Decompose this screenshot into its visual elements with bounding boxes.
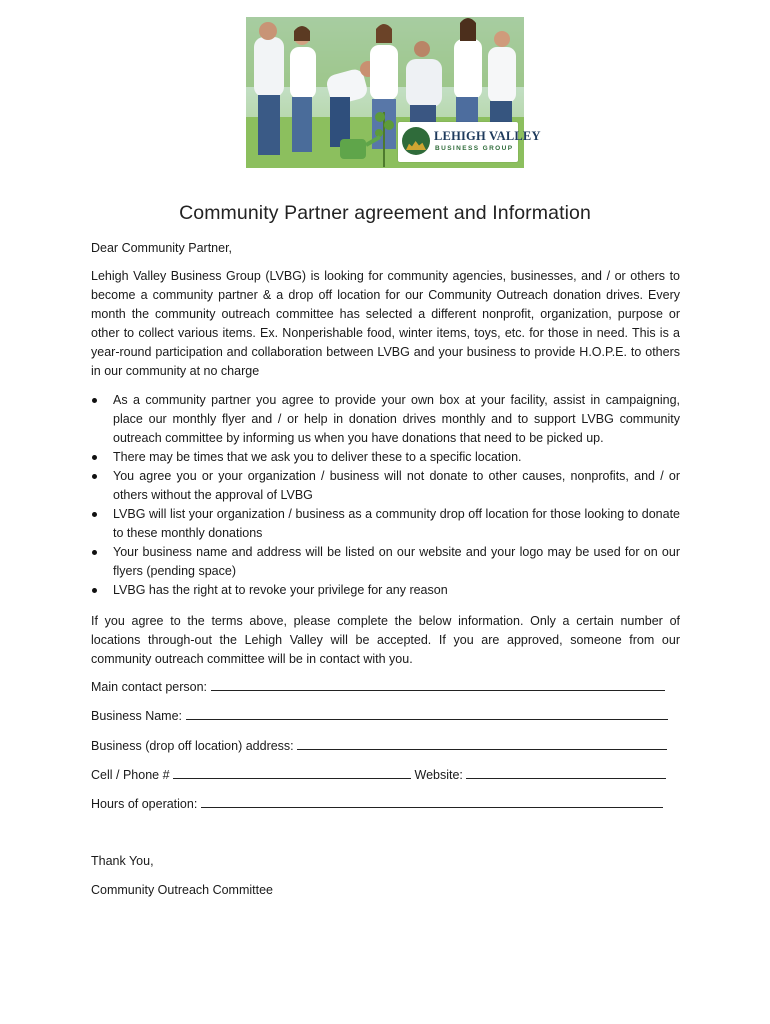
phone-website-row <box>91 765 666 785</box>
logo-name-text: LEHIGH VALLEY <box>434 129 541 143</box>
intro-paragraph: Lehigh Valley Business Group (LVBG) is looking for community agencies, businesses, and / or others to become a community partner & a drop off location for our Community Outreach donation drives. Every month the community outreach committee has selected a different nonprofit, organization, purpose or other to collect various items. Ex. Nonperishable food, winter items, toys, etc. for those in need. This is a year-round participation and collaboration between LVBG and your business to provide H.O.P.E. to others in our community at no charge <box>91 269 680 378</box>
list-item: There may be times that we ask you to deliver these to a specific location. <box>91 448 680 467</box>
business-name-row <box>91 706 668 726</box>
hours-label: Hours of operation: <box>91 797 198 811</box>
greeting: Dear Community Partner, <box>91 241 233 255</box>
list-item: You agree you or your organization / business will not donate to other causes, nonprofits, and / or others without the approval of LVBG <box>91 467 680 505</box>
page-title: Community Partner agreement and Information <box>179 202 591 224</box>
terms-list <box>91 391 680 600</box>
closing-signature: Community Outreach Committee <box>91 883 274 897</box>
main-contact-field[interactable] <box>211 677 665 691</box>
bullet-icon <box>92 550 97 555</box>
list-item: LVBG will list your organization / business as a community drop off location for those looking to donate to these monthly donations <box>91 505 680 543</box>
bullet-icon <box>92 588 97 593</box>
website-label: Website: <box>414 768 463 782</box>
main-contact-row <box>91 677 665 697</box>
logo-subtitle-text: BUSINESS GROUP <box>435 145 514 152</box>
hours-field[interactable] <box>201 794 663 808</box>
list-item: As a community partner you agree to provide your own box at your facility, assist in campaigning, place our monthly flyer and / or help in donation drives monthly and to support LVBG community outreach committee by informing us when you have donations that need to be picked up. <box>91 391 680 448</box>
bullet-icon <box>92 512 97 517</box>
website-field[interactable] <box>466 765 666 779</box>
main-contact-label: Main contact person: <box>91 680 208 694</box>
bullet-icon <box>92 398 97 403</box>
closing-thanks: Thank You, <box>91 854 154 868</box>
volunteers-photo <box>246 17 541 168</box>
address-label: Business (drop off location) address: <box>91 739 294 753</box>
bullet-icon <box>92 474 97 479</box>
business-name-label: Business Name: <box>91 709 183 723</box>
business-name-field[interactable] <box>186 706 668 720</box>
list-item: LVBG has the right at to revoke your privilege for any reason <box>91 581 680 600</box>
phone-field[interactable] <box>173 765 411 779</box>
phone-label: Cell / Phone # <box>91 768 170 782</box>
agreement-paragraph: If you agree to the terms above, please complete the below information. Only a certain number of locations through-out the Lehigh Valley will be accepted. If you are approved, someone from our community outreach committee will be in contact with you. <box>91 614 680 666</box>
list-item: Your business name and address will be listed on our website and your logo may be used for on our flyers (pending space) <box>91 543 680 581</box>
bullet-icon <box>92 455 97 460</box>
lvbg-logo <box>398 122 541 162</box>
hours-row <box>91 794 663 814</box>
lehigh-valley-emblem-icon <box>402 127 430 155</box>
address-row <box>91 736 667 756</box>
address-field[interactable] <box>297 736 667 750</box>
